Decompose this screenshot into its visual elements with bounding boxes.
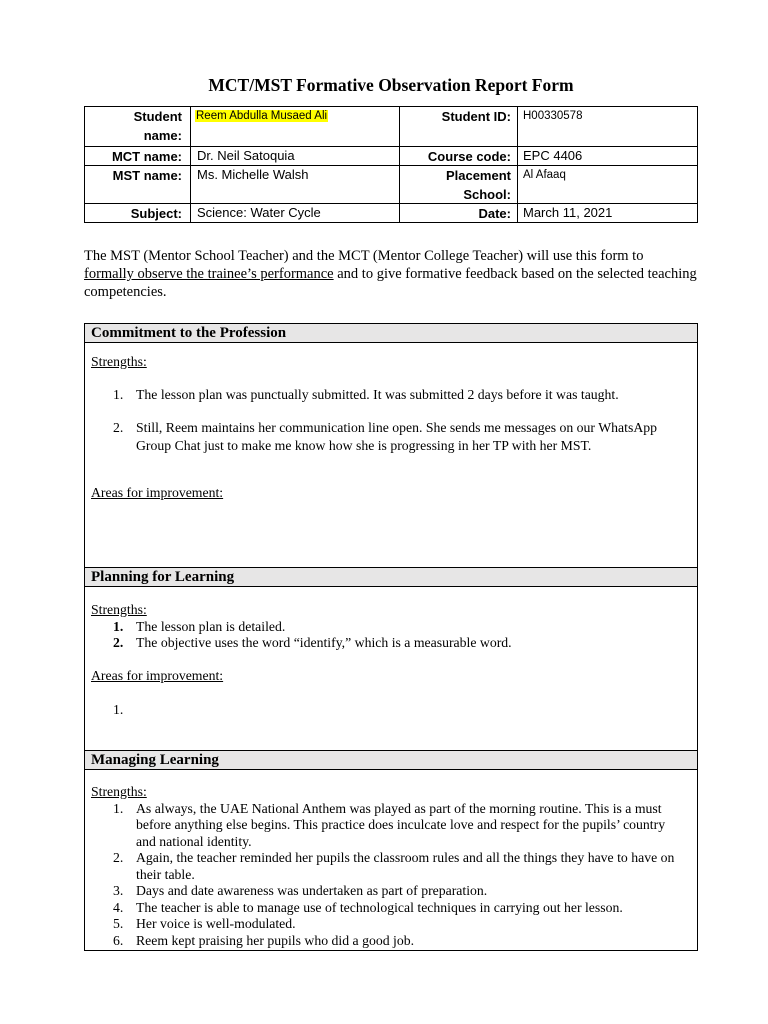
areas-for-improvement-label: Areas for improvement: [91,667,224,683]
item-number: 2. [113,850,124,865]
item-text-line: The lesson plan is detailed. [136,618,286,634]
section-body-commitment [85,343,697,567]
date-label: Date: [400,204,518,223]
strength-item [91,850,697,883]
strength-item [91,916,697,933]
item-number: 3. [113,883,124,898]
item-text-line: As always, the UAE National Anthem was played as part of the morning routine. This is a must [136,800,662,816]
strength-item [91,386,697,404]
mst-name-value: Ms. Michelle Walsh [191,166,400,204]
student-name-label: Student name: [85,107,191,147]
student-name-cell [191,107,400,147]
intro-paragraph [84,247,697,301]
item-number: 1. [113,702,124,717]
competencies-table [84,323,698,951]
intro-text-end: and to give formative feedback based on the selected teaching competencies. [84,266,697,300]
placement-school-value: Al Afaaq [518,166,698,204]
item-text-line: Days and date awareness was undertaken as part of preparation. [136,883,488,898]
item-number: 2. [113,635,124,650]
subject-label: Subject: [85,204,191,223]
course-code-value: EPC 4406 [518,147,698,166]
item-text-line: Again, the teacher reminded her pupils the classroom rules and all the things they have to have on [136,850,675,865]
item-text-line: before anything else begins. This practice does inculcate love and respect for the pupils’ country [136,817,666,832]
intro-underlined-text: formally observe the trainee’s performance [84,266,334,282]
item-number: 1. [113,387,124,402]
form-title: MCT/MST Formative Observation Report Form [208,75,574,95]
course-code-label: Course code: [400,147,518,166]
section-body-managing [85,770,697,950]
item-text-line: Group Chat just to make me know how she is progressing in her TP with her MST. [136,438,592,453]
strength-item [91,883,697,900]
mct-name-value: Dr. Neil Satoquia [191,147,400,166]
strength-item [91,419,697,455]
item-text-line: The objective uses the word “identify,” which is a measurable word. [136,635,512,650]
item-number: 1. [113,800,124,816]
intro-text-start: The MST (Mentor School Teacher) and the MCT (Mentor College Teacher) will use this form to [84,248,644,264]
item-number: 4. [113,899,124,915]
mct-name-label: MCT name: [85,147,191,166]
mst-name-label: MST name: [85,166,191,204]
strengths-label: Strengths: [91,354,147,369]
placement-school-label: Placement School: [400,166,518,204]
section-heading-planning: Planning for Learning [85,567,697,587]
item-number: 1. [113,618,124,634]
item-text-line: The lesson plan was punctually submitted. It was submitted 2 days before it was taught. [136,387,619,402]
item-text-line: Still, Reem maintains her communication line open. She sends me messages on our WhatsApp [136,420,658,435]
student-id-label: Student ID: [400,107,518,147]
item-number: 5. [113,916,124,931]
item-text-line: Her voice is well-modulated. [136,916,296,931]
section-heading-commitment: Commitment to the Profession [85,324,697,343]
item-number: 2. [113,420,124,435]
improvement-item [91,702,697,719]
strength-item [91,619,697,636]
areas-for-improvement-label: Areas for improvement: [91,485,224,500]
item-text-line: their table. [136,866,195,882]
student-info-table [84,106,698,223]
date-value: March 11, 2021 [518,204,698,223]
item-text-line: The teacher is able to manage use of technological techniques in carrying out her lesson. [136,899,623,915]
strength-item [91,900,697,917]
student-name-value: Reem Abdulla Musaed Ali [196,110,328,122]
student-id-value: H00330578 [518,107,698,147]
section-heading-managing: Managing Learning [85,750,697,770]
item-text-line: and national identity. [136,833,252,849]
item-text-line: Reem kept praising her pupils who did a good job. [136,932,415,948]
strengths-label: Strengths: [91,784,147,799]
strength-item [91,933,697,950]
strengths-label: Strengths: [91,602,147,617]
strength-item [91,635,697,652]
subject-value: Science: Water Cycle [191,204,400,223]
section-body-planning [85,587,697,750]
strength-item [91,801,697,851]
item-number: 6. [113,932,124,948]
